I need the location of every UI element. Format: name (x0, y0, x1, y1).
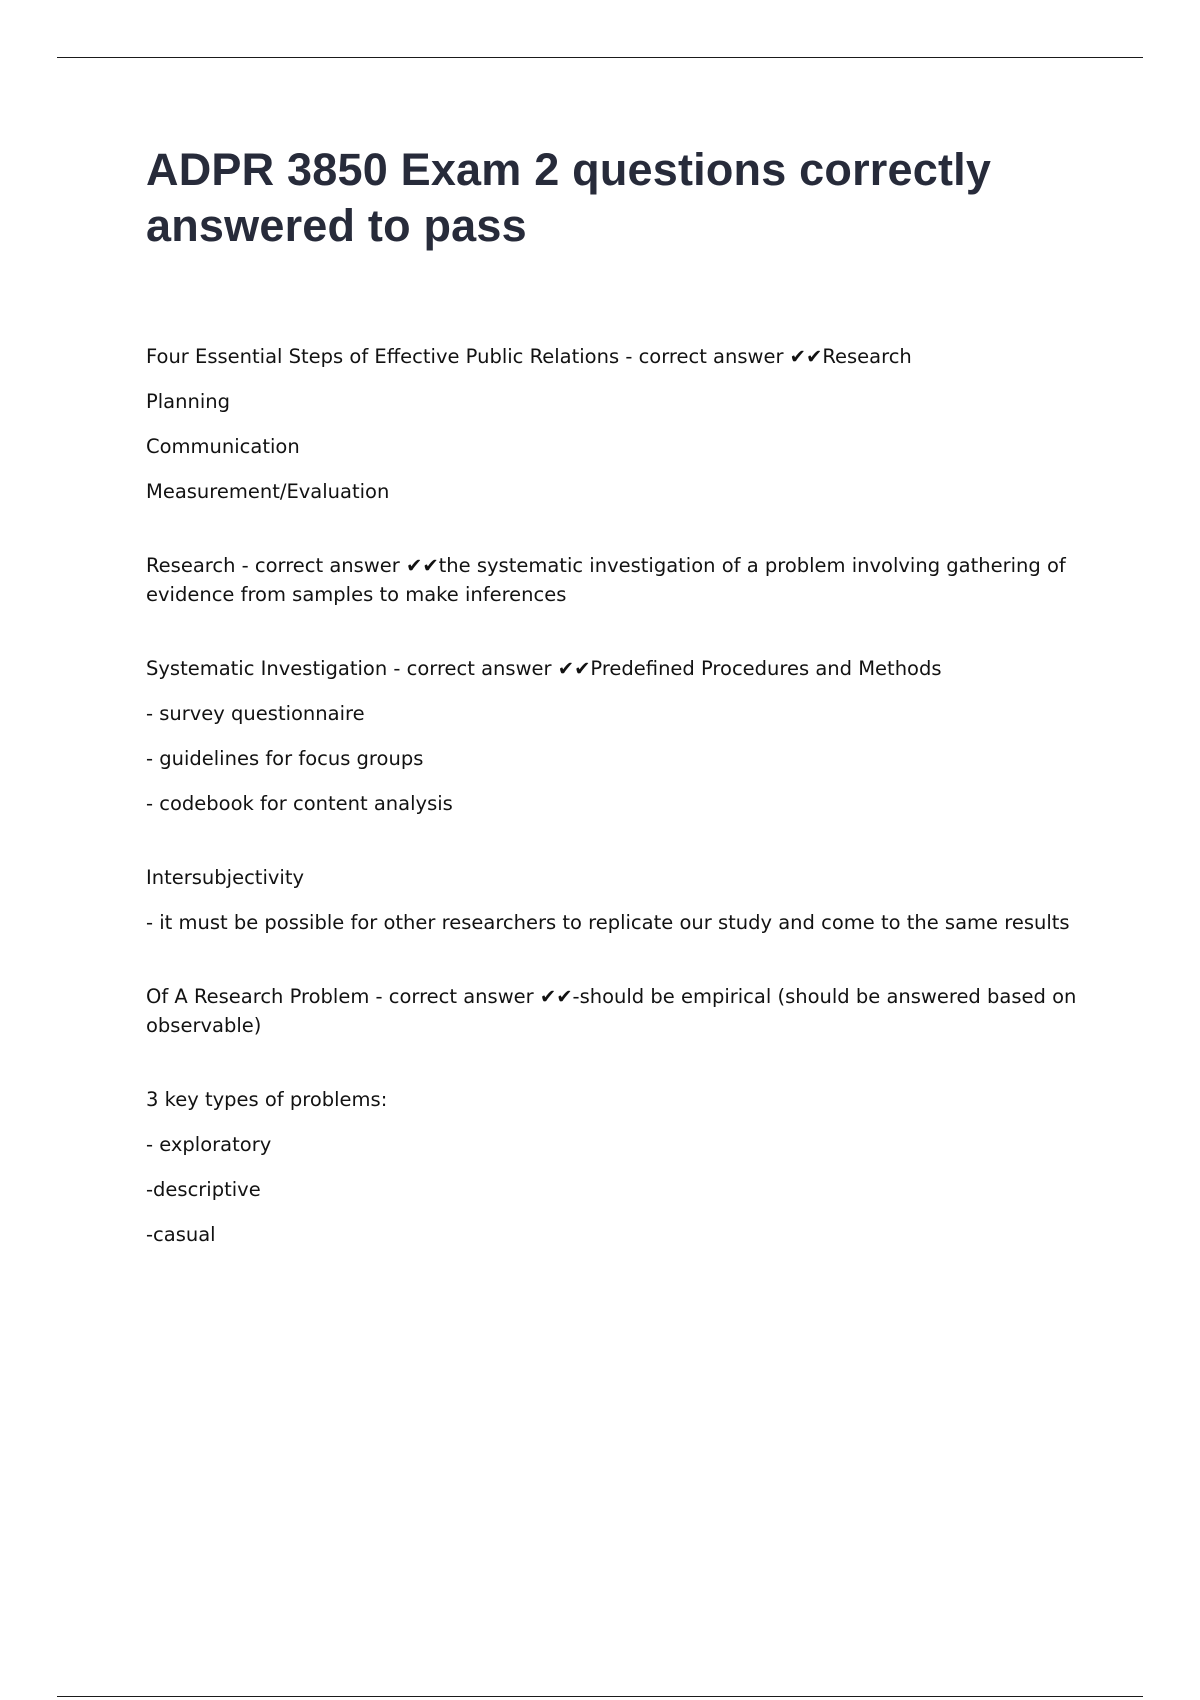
document-page (146, 142, 1086, 1265)
section-problem-types (146, 1085, 1086, 1249)
bottom-rule (57, 1696, 1143, 1697)
question-line: Intersubjectivity (146, 866, 305, 889)
document-body (146, 342, 1086, 1249)
section-research-problem (146, 982, 1086, 1040)
answer-line: Communication (146, 435, 300, 458)
answer-line: - codebook for content analysis (146, 792, 453, 815)
section-research (146, 551, 1086, 609)
question-line: Research - correct answer ✔✔the systematic investigation of a problem involving gathering of evidence from samples to make inferences (146, 554, 1066, 606)
section-pr-steps (146, 342, 1086, 506)
question-line: Of A Research Problem - correct answer ✔✔-should be empirical (should be answered based on observable) (146, 985, 1077, 1037)
question-line: Systematic Investigation - correct answer ✔✔Predefined Procedures and Methods (146, 657, 942, 680)
document-title: ADPR 3850 Exam 2 questions correctly answered to pass (146, 144, 992, 251)
section-systematic-investigation (146, 654, 1086, 818)
answer-line: Planning (146, 390, 230, 413)
answer-line: - survey questionnaire (146, 702, 365, 725)
answer-line: Measurement/Evaluation (146, 480, 390, 503)
top-rule (57, 57, 1143, 58)
question-line: Four Essential Steps of Effective Public Relations - correct answer ✔✔Research (146, 345, 912, 368)
question-line: 3 key types of problems: (146, 1088, 388, 1111)
answer-line: - exploratory (146, 1133, 272, 1156)
answer-line: -descriptive (146, 1178, 261, 1201)
answer-line: - it must be possible for other researchers to replicate our study and come to the same results (146, 911, 1070, 934)
section-intersubjectivity (146, 863, 1086, 937)
answer-line: -casual (146, 1223, 216, 1246)
answer-line: - guidelines for focus groups (146, 747, 424, 770)
